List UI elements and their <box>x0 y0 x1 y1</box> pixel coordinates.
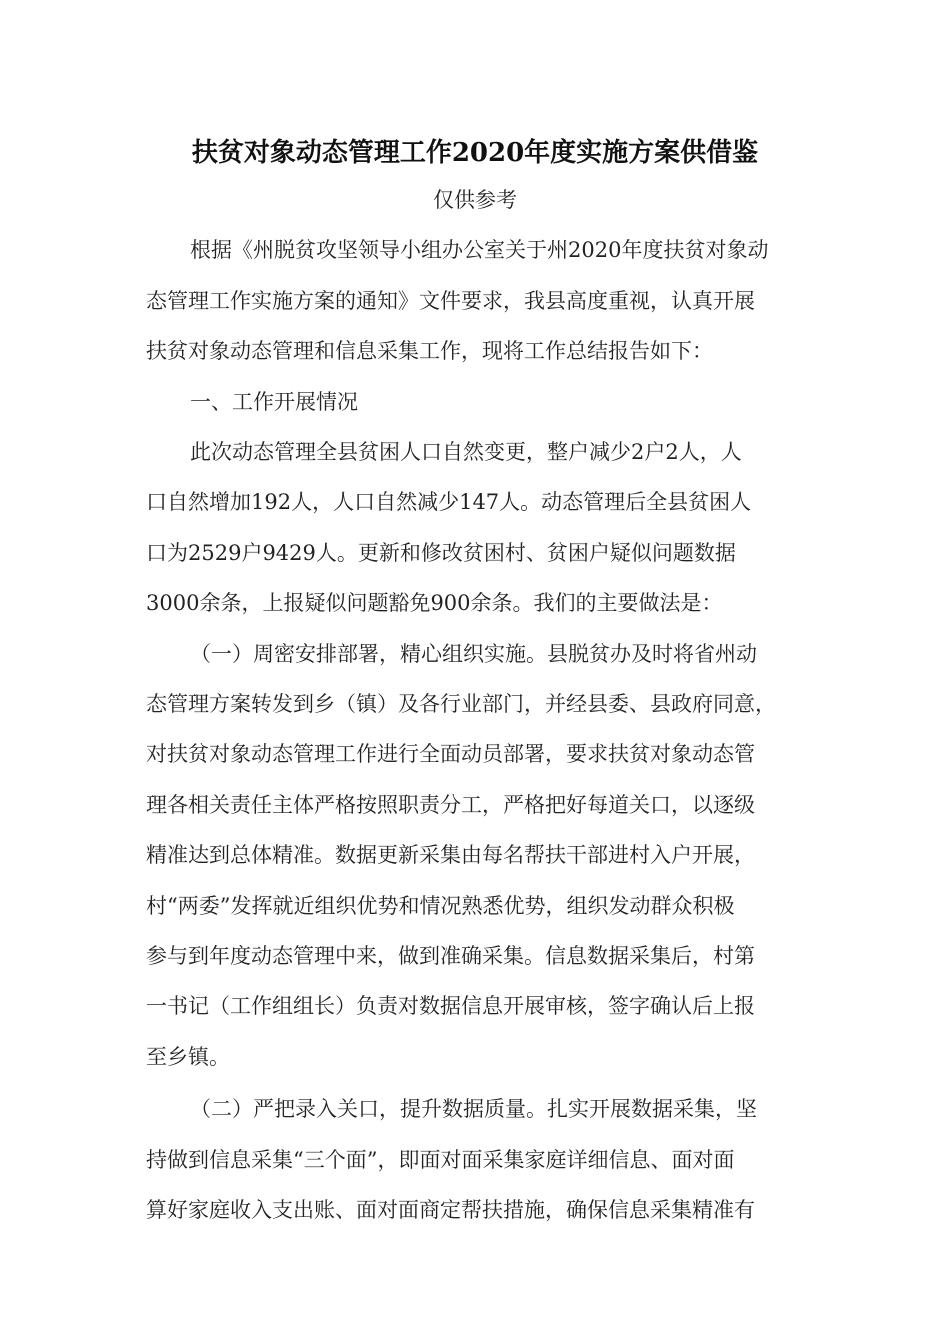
paragraph-line: 村“两委”发挥就近组织优势和情况熟悉优势，组织发动群众积极 <box>146 894 735 918</box>
paragraph-line: 一书记（工作组组长）负责对数据信息开展审核，签字确认后上报 <box>146 994 755 1018</box>
paragraph-line: 态管理方案转发到乡（镇）及各行业部门，并经县委、县政府同意， <box>146 692 776 716</box>
section-heading: 一、工作开展情况 <box>190 390 358 414</box>
paragraph-line: 口自然增加192人，人口自然减少147人。动态管理后全县贫困人 <box>146 490 752 514</box>
paragraph-line: （一）周密安排部署，精心组织实施。县脱贫办及时将省州动 <box>190 642 757 666</box>
paragraph-line: 至乡镇。 <box>146 1045 230 1069</box>
paragraph-line: 参与到年度动态管理中来，做到准确采集。信息数据采集后，村第 <box>146 944 755 968</box>
paragraph-line: 此次动态管理全县贫困人口自然变更，整户减少2户2人，人 <box>190 440 742 464</box>
paragraph-line: 扶贫对象动态管理和信息采集工作，现将工作总结报告如下： <box>146 339 713 363</box>
paragraph-line: 3000余条，上报疑似问题豁免900余条。我们的主要做法是： <box>146 591 723 615</box>
paragraph-line: 口为2529户9429人。更新和修改贫困村、贫困户疑似问题数据 <box>146 541 736 565</box>
paragraph-line: 态管理工作实施方案的通知》文件要求，我县高度重视，认真开展 <box>146 289 755 313</box>
paragraph-line: （二）严把录入关口，提升数据质量。扎实开展数据采集，坚 <box>190 1097 757 1121</box>
paragraph-line: 精准达到总体精准。数据更新采集由每名帮扶干部进村入户开展， <box>146 843 755 867</box>
paragraph-line: 对扶贫对象动态管理工作进行全面动员部署，要求扶贫对象动态管 <box>146 742 755 766</box>
paragraph-line: 算好家庭收入支出账、面对面商定帮扶措施，确保信息采集精准有 <box>146 1198 755 1222</box>
paragraph-line: 理各相关责任主体严格按照职责分工，严格把好每道关口，以逐级 <box>146 793 755 817</box>
document-subtitle: 仅供参考 <box>433 188 517 212</box>
document-title: 扶贫对象动态管理工作2020年度实施方案供借鉴 <box>191 138 759 168</box>
paragraph-line: 持做到信息采集“三个面”，即面对面采集家庭详细信息、面对面 <box>146 1148 735 1172</box>
paragraph-line: 根据《州脱贫攻坚领导小组办公室关于州2020年度扶贫对象动 <box>190 238 769 262</box>
